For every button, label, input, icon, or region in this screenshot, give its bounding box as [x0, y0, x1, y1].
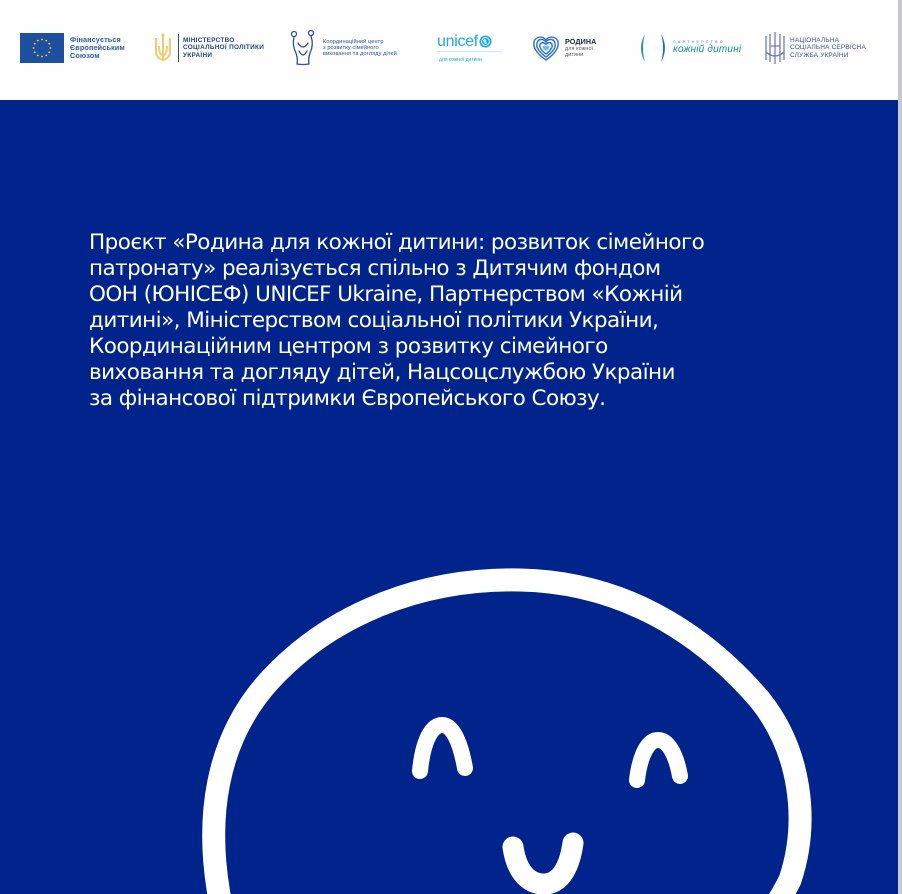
unicef-globe-icon	[479, 35, 492, 48]
divider	[178, 34, 179, 62]
unicef-wordmark: unicef	[437, 32, 478, 50]
eu-logo-text: Фінансується Європейським Союзом	[70, 34, 125, 61]
smiling-face-icon	[0, 100, 898, 894]
partnership-logo-text: ПАРТНЕРСТВО кожній дитині	[673, 39, 742, 55]
logo-strip	[0, 0, 898, 100]
coordination-center-icon	[289, 29, 317, 67]
brackets-icon	[636, 32, 670, 64]
partnership-logo	[636, 28, 741, 68]
trident-icon	[152, 32, 174, 64]
main-panel	[0, 100, 898, 894]
heart-icon	[532, 34, 560, 62]
eu-flag-icon	[20, 33, 64, 63]
nss-icon	[763, 30, 787, 66]
ministry-logo	[152, 28, 264, 68]
coordination-center-logo-text: Координаційний центр з розвитку сімейного виховання та догляду дітей	[323, 38, 397, 58]
rodyna-logo-text: РОДИНА для кожної дитини	[565, 36, 597, 59]
rodyna-logo	[532, 28, 596, 68]
scrollbar[interactable]	[898, 0, 902, 894]
ministry-logo-text: МІНІСТЕРСТВО СОЦІАЛЬНОЇ ПОЛІТИКИ УКРАЇНИ	[183, 37, 265, 59]
project-description: Проєкт «Родина для кожної дитини: розвиток сімейного патронату» реалізується спільно з Дитячим фондом ООН (ЮНІСЕФ) UNICEF Ukraine, Партнерством «Кожній дитині», Міністерством соціальної політики України, Координаційним центром з розвитку сімейного виховання та догляду дітей, Нацсоцслужбою України за фінансової підтримки Європейського Союзу.	[89, 230, 705, 411]
nss-logo-text: НАЦІОНАЛЬНА СОЦІАЛЬНА СЕРВІСНА СЛУЖБА УКРАЇНИ	[790, 37, 866, 59]
unicef-logo: unicef для кожної дитини	[437, 28, 492, 68]
national-social-service-logo	[763, 28, 866, 68]
coordination-center-logo	[289, 28, 397, 68]
divider	[437, 51, 503, 52]
eu-logo	[20, 28, 125, 68]
